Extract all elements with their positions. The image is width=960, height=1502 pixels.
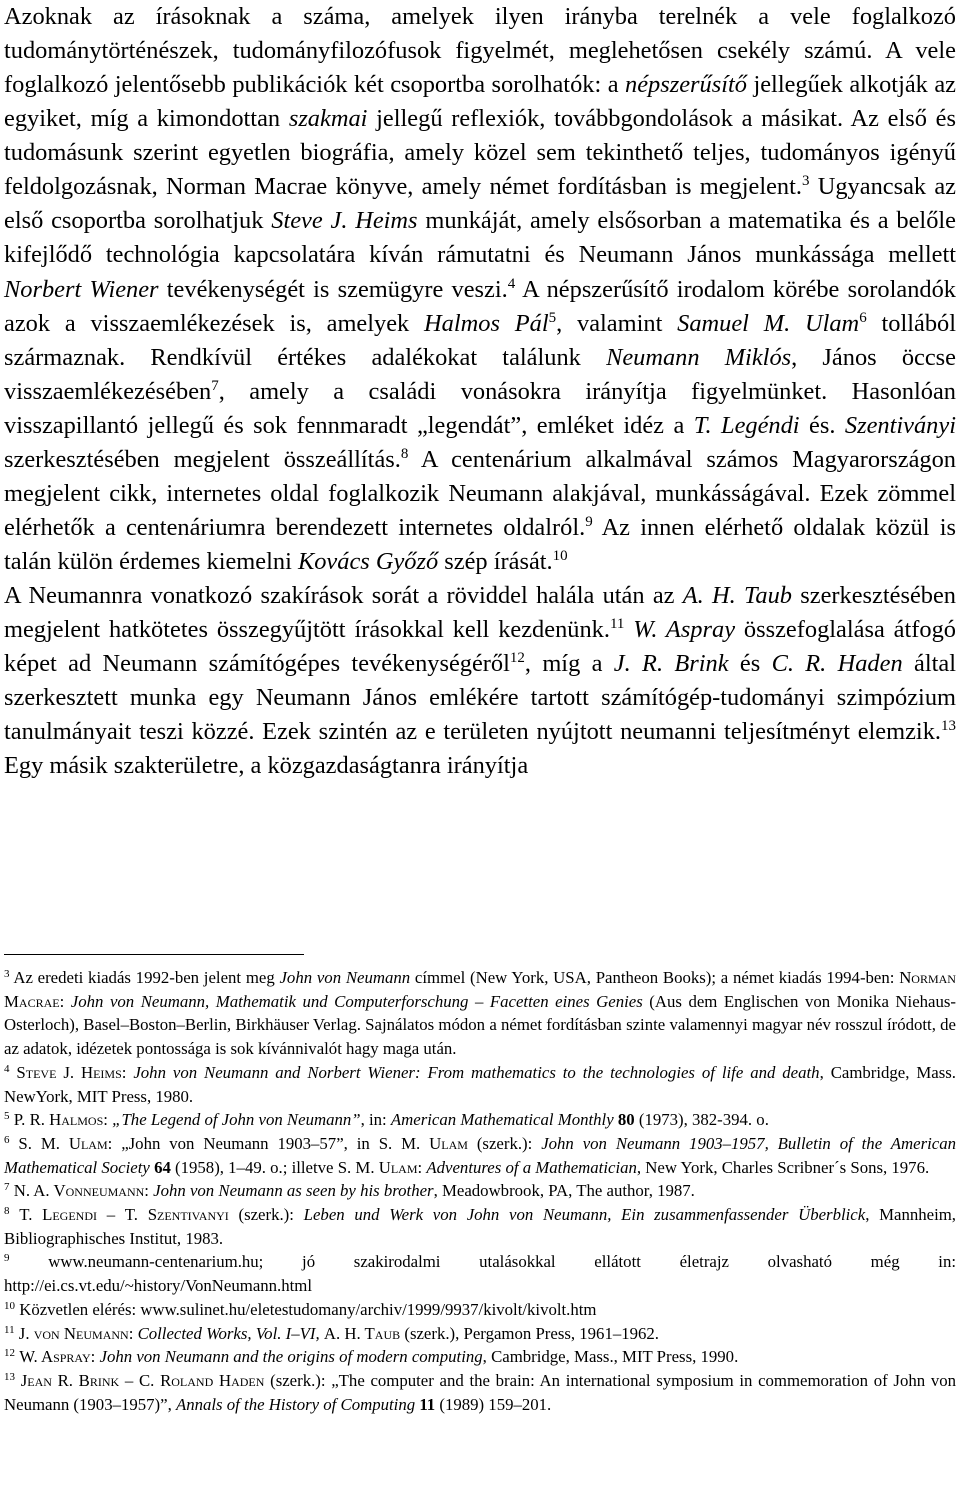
footnote-7: $^7$ N. A. Vonneumann: John von Neumann as seen by his brother, Meadowbrook, PA, The author, 1987. [4, 1181, 695, 1201]
footnote-ref-9[interactable]: 9 [585, 513, 593, 530]
document-page [4, 0, 956, 1502]
footnote-ref-8[interactable]: 8 [400, 445, 409, 462]
footnote-11: $^{11}$ J. von Neumann: Collected Works, Vol. I–VI, A. H. Taub (szerk.), Pergamon Press, 1961–1962. [4, 1323, 659, 1343]
footnotes [4, 962, 956, 1416]
footnote-ref-3[interactable]: 3 [802, 173, 810, 190]
footnote-9: $^9$ www.neumann-centenarium.hu; jó szakirodalmi utalásokkal ellátott életrajz olvasható még in: http://ei.cs.vt.edu/~history/VonNeumann.html [4, 1252, 956, 1296]
footnote-5: $^5$ P. R. Halmos: „The Legend of John von Neumann”, in: American Mathematical Monthly 80 (1973), 382-394. o. [4, 1110, 769, 1130]
paragraph-1: Azoknak az írásoknak a száma, amelyek ilyen irányba terelnék a vele foglalkozó tudománytörténészek, tudományfilozófusok figyelmét, meglehetősen csekély számú. A vele foglalkozó jelentősebb publikációk két csoportba sorolhatók: a népszerűsítő jellegűek alkotják az egyiket, míg a kimondottan szakmai jellegű reflexiók, továbbgondolások a másikat. Az első és tudomásunk szerint egyetlen biográfia, amely közel sem tekinthető teljes, tudományos igényű feldolgozásnak, Norman Macrae könyve, amely német fordításban is megjelent.$^3$ Ugyancsak az első csoportba sorolhatjuk Steve J. Heims munkáját, amely elsősorban a matematika és a belőle kifejlődő technológia kapcsolatára kíván rámutatni és Neumann János munkássága mellett Norbert Wiener tevékenységét is szemügyre veszi.$^4$ A népszerűsítő irodalom körébe sorolandók azok a visszaemlékezések is, amelyek Halmos Pál$^5$, valamint Samuel M. Ulam$^6$ tollából származnak. Rendkívül értékes adalékokat találunk Neumann Miklós, János öccse visszaemlékezésében$^7$, amely a családi vonásokra irányítja figyelmünket. Hasonlóan visszapillantó jellegű és sok fennmaradt „legendát”, emléket idéz a T. Legéndi és. Szentiványi szerkesztésében megjelent összeállítás.$^8$ A centenárium alkalmával számos Magyarországon megjelent cikk, internetes oldal foglalkozik Neumann alakjával, munkásságával. Ezek zömmel elérhetők a centenáriumra berendezett internetes oldalról.$^9$ Az innen elérhető oldalak közül is talán külön érdemes kiemelni Kovács Győző szép írását.$^{10}$ [4, 3, 957, 575]
footnote-ref-5[interactable]: 5 [548, 309, 557, 326]
footnote-ref-12[interactable]: 12 [509, 650, 525, 667]
footnote-ref-13[interactable]: 13 [941, 718, 956, 735]
footnote-8: $^8$ T. Legendi – T. Szentivanyi (szerk.): Leben und Werk von John von Neumann, Ein zusammenfassender Überblick, Mannheim, Bibliographisches Institut, 1983. [4, 1205, 956, 1248]
paragraph-2: A Neumannra vonatkozó szakírások sorát a röviddel halála után az A. H. Taub szerkesztésében megjelent hatkötetes összegyűjtött írásokkal kell kezdenünk.$^{11}$ W. Aspray összefoglalása átfogó képet ad Neumann számítógépes tevékenységéről$^{12}$, míg a J. R. Brink és C. R. Haden által szerkesztett munka egy Neumann János emlékére tartott számítógép-tudományi szimpózium tanulmányait teszi közzé. Ezek szintén az e területen nyújtott neumanni teljesítményt elemzik.$^{13}$ Egy másik szakterületre, a közgazdaságtanra irányítja [4, 582, 956, 780]
footnote-ref-6[interactable]: 6 [859, 309, 867, 326]
footnote-10: $^{10}$ Közvetlen elérés: www.sulinet.hu/eletestudomany/archiv/1999/9937/kivolt/kivolt.htm [4, 1299, 597, 1319]
footnote-13: $^{13}$ Jean R. Brink – C. Roland Haden (szerk.): „The computer and the brain: An international symposium in commemoration of John von Neumann (1903–1957)”, Annals of the History of Computing 11 (1989) 159–201. [4, 1370, 957, 1414]
footnote-ref-4[interactable]: 4 [507, 275, 516, 292]
footnote-ref-10[interactable]: 10 [552, 548, 568, 564]
footnote-12: $^{12}$ W. Aspray: John von Neumann and the origins of modern computing, Cambridge, Mass., MIT Press, 1990. [4, 1347, 739, 1367]
footnote-4: $^4$ Steve J. Heims: John von Neumann and Norbert Wiener: From mathematics to the technologies of life and death, Cambridge, Mass. NewYork, MIT Press, 1980. [4, 1062, 956, 1106]
footnote-ref-11[interactable]: 11 [609, 616, 625, 633]
footnote-3: $^3$ Az eredeti kiadás 1992-ben jelent meg John von Neumann címmel (New York, USA, Pantheon Books); a német kiadás 1994-ben: Norman Macrae: John von Neumann, Mathematik und Computerforschung – Facetten eines Genies (Aus dem Englischen von Monika Niehaus-Osterloch), Basel–Boston–Berlin, Birkhäuser Verlag. Sajnálatos módon a német fordításban szinte valamennyi magyar név rosszul íródott, de az adatok, idézetek pontossága is sok kívánnivalót hagy maga után. [4, 968, 957, 1059]
footnote-ref-7[interactable]: 7 [211, 377, 219, 394]
footnote-separator [4, 954, 304, 955]
footnote-6: $^6$ S. M. Ulam: „John von Neumann 1903–57”, in S. M. Ulam (szerk.): John von Neumann 1903–1957, Bulletin of the American Mathematical Society 64 (1958), 1–49. o.; illetve S. M. Ulam: Adventures of a Mathematician, New York, Charles Scribner´s Sons, 1976. [4, 1133, 956, 1177]
body-text [4, 0, 956, 783]
